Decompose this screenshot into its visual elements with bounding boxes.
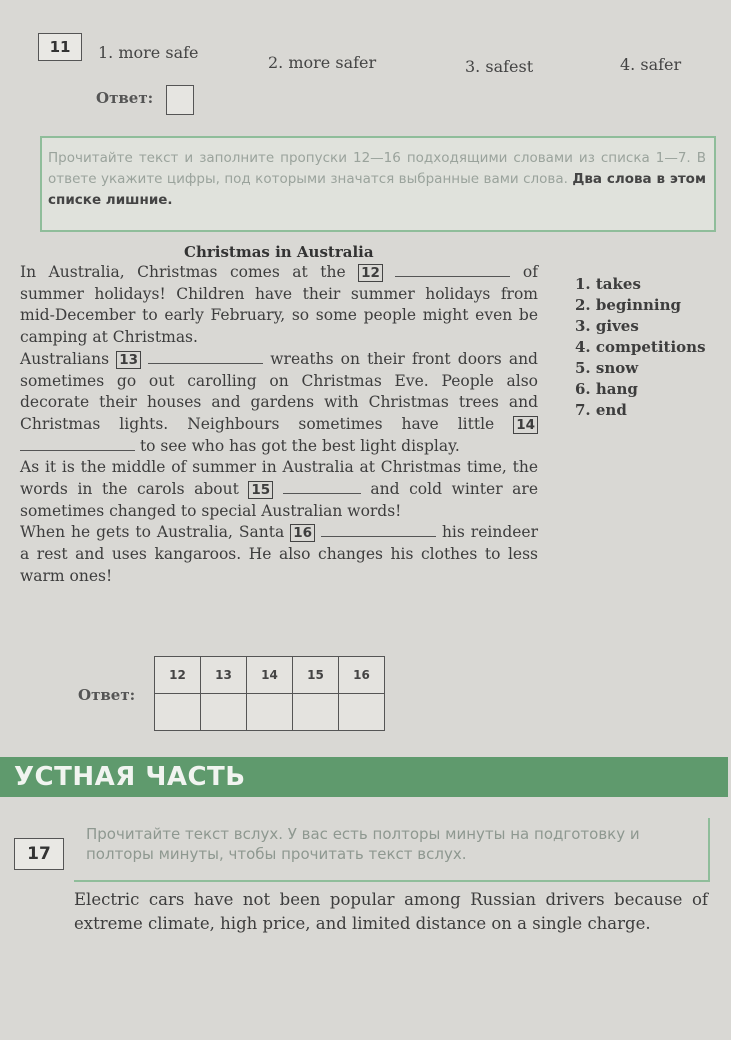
word-option: 7. end <box>575 401 627 419</box>
answer-column-header: 12 <box>155 657 201 694</box>
word-option: 4. competitions <box>575 338 706 356</box>
word-option: 2. beginning <box>575 296 682 314</box>
word-option: 1. takes <box>575 275 641 293</box>
word-option: 3. gives <box>575 317 639 335</box>
task-11-option-1: 1. more safe <box>98 43 199 62</box>
gap-15-blank[interactable] <box>283 481 361 494</box>
task-11-option-2: 2. more safer <box>268 53 377 72</box>
paragraph-3 <box>20 457 538 522</box>
word-list <box>575 274 706 421</box>
gap-fill-text <box>20 262 538 588</box>
answer-cell[interactable] <box>339 694 385 731</box>
section-title: УСТНАЯ ЧАСТЬ <box>14 762 246 792</box>
answer-cell[interactable] <box>155 694 201 731</box>
gap-15-number: 15 <box>248 481 273 499</box>
gap-14-blank[interactable] <box>20 438 135 451</box>
text-fragment: When he gets to Australia, Santa <box>20 523 285 542</box>
gap-14-number: 14 <box>513 416 538 434</box>
task-11-option-4: 4. safer <box>620 55 682 74</box>
answer-column-header: 13 <box>201 657 247 694</box>
answer-table-label: Ответ: <box>78 686 136 704</box>
task-11-answer-box[interactable] <box>166 85 194 115</box>
text-fragment: to see who has got the best light display. <box>139 436 460 455</box>
answer-table <box>154 656 385 731</box>
instruction-text: Прочитайте текст и заполните пропуски 12—16 подходящими словами из списка 1—7. В ответе укажите цифры, под которыми значатся выбранные вами слова. <box>48 150 706 187</box>
text-fragment: Australians <box>20 349 110 368</box>
answer-column-header: 14 <box>247 657 293 694</box>
text-title: Christmas in Australia <box>184 243 374 261</box>
gap-16-number: 16 <box>290 524 315 542</box>
answer-column-header: 15 <box>293 657 339 694</box>
text-fragment: wreaths on their front doors and sometimes go out carolling on Christmas Eve. People also decorate their houses and gardens with Christmas trees and Christmas lights. Neighbours sometimes have little <box>20 349 538 433</box>
word-option: 6. hang <box>575 380 638 398</box>
task-11-option-3: 3. safest <box>465 57 534 76</box>
word-option: 5. snow <box>575 359 639 377</box>
answer-cell[interactable] <box>293 694 339 731</box>
instruction-emphasis: Два слова в этом списке лишние. <box>48 171 706 208</box>
task-11-answer-label: Ответ: <box>96 89 154 107</box>
paragraph-4 <box>20 522 538 587</box>
task-17-number: 17 <box>14 838 64 870</box>
text-fragment: As it is the middle of summer in Australia at Christmas time, the words in the carols about <box>20 458 538 499</box>
text-fragment: his reindeer a rest and uses kangaroos. He also changes his clothes to less warm ones! <box>20 523 539 585</box>
answer-column-header: 16 <box>339 657 385 694</box>
text-fragment: and cold winter are sometimes changed to special Australian words! <box>20 480 539 520</box>
answer-cell[interactable] <box>201 694 247 731</box>
task-11-number: 11 <box>38 33 82 61</box>
gap-16-blank[interactable] <box>321 524 436 537</box>
paragraph-2 <box>20 349 538 458</box>
gap-12-blank[interactable] <box>395 264 510 277</box>
gap-13-blank[interactable] <box>148 351 263 364</box>
gap-12-number: 12 <box>358 264 383 282</box>
paragraph-1 <box>20 262 538 349</box>
instruction-box <box>40 136 716 232</box>
text-fragment: of summer holidays! Children have their summer holidays from mid-December to early February, so some people might even be camping at Christmas. <box>20 263 538 347</box>
answer-cell[interactable] <box>247 694 293 731</box>
task-17-reading-text: Electric cars have not been popular among Russian drivers because of extreme climate, high price, and limited distance on a single charge. <box>74 890 708 933</box>
section-banner <box>0 757 728 797</box>
gap-13-number: 13 <box>116 351 141 369</box>
task-17-instruction: Прочитайте текст вслух. У вас есть полторы минуты на подготовку и полторы минуты, чтобы прочитать текст вслух. <box>74 818 710 882</box>
text-fragment: In Australia, Christmas comes at the <box>20 263 346 281</box>
